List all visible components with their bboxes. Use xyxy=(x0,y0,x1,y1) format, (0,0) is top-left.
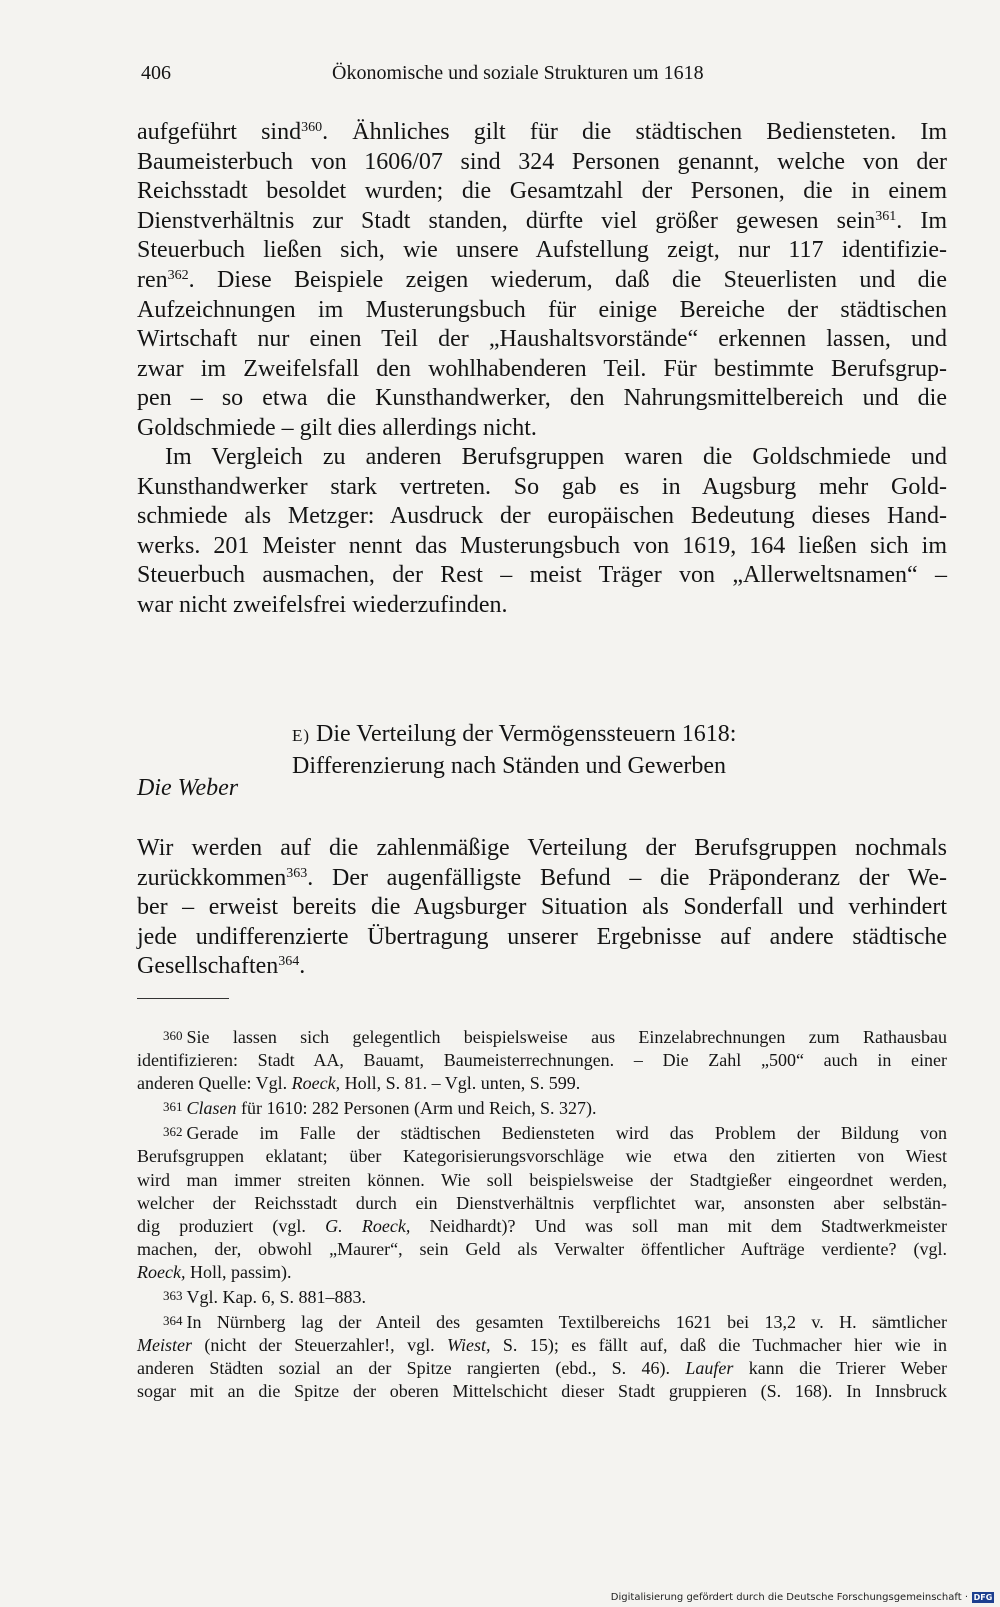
text-segment: Baumeisterbuch von 1606/07 sind 324 Personen genannt, welche von der xyxy=(137,148,947,175)
text-segment: . Der augenfälligste Befund – die Präponderanz der We- xyxy=(307,864,947,891)
footnote-360-line-2: identifizieren: Stadt AA, Bauamt, Baumeisterrechnungen. – Die Zahl „500“ auch in einer xyxy=(137,1050,947,1071)
digitization-footer xyxy=(611,1592,994,1603)
footnotes xyxy=(137,1024,947,1404)
text-segment: Im Vergleich zu anderen Berufsgruppen waren die Goldschmiede und xyxy=(165,444,947,470)
footnote-number: 362 xyxy=(163,1124,183,1140)
footnote-360-line-1 xyxy=(137,1024,947,1049)
text-line xyxy=(137,207,947,237)
text-segment: Goldschmiede – gilt dies allerdings nicht. xyxy=(137,414,537,441)
text-line xyxy=(137,591,947,621)
text-segment: Gesellschaften xyxy=(137,953,279,980)
footnote-divider xyxy=(137,998,229,999)
footnote-364-line-4: sogar mit an die Spitze der oberen Mittelschicht dieser Stadt gruppieren (S. 168). In Innsbruck xyxy=(137,1381,947,1402)
text-segment: Reichsstadt besoldet wurden; die Gesamtzahl der Personen, die in einem xyxy=(137,178,947,205)
footnote-text: anderen Quelle: Vgl. xyxy=(137,1073,292,1094)
footnote-author: Roeck, xyxy=(291,1073,341,1094)
text-segment: Wir werden auf die zahlenmäßige Verteilung der Berufsgruppen nochmals xyxy=(137,835,947,861)
paragraph-1 xyxy=(137,118,947,444)
footnote-text: für 1610: 282 Personen (Arm und Reich, S. 327). xyxy=(236,1098,597,1119)
footnote-text: Sie lassen sich gelegentlich beispielsweise aus Einzelabrechnungen zum Rathausbau xyxy=(186,1027,947,1047)
footnote-364-line-3 xyxy=(137,1357,947,1380)
footnote-author: Clasen xyxy=(186,1098,237,1119)
footnote-text: Gerade im Falle der städtischen Bediensteten wird das Problem der Bildung von xyxy=(186,1123,947,1144)
footnote-number: 361 xyxy=(163,1099,183,1115)
text-segment: war nicht zweifelsfrei wiederzufinden. xyxy=(137,591,508,618)
footnote-362-line-6: machen, der, obwohl „Maurer“, sein Geld als Verwalter öffentlicher Aufträge verdiente? (vgl. xyxy=(137,1238,947,1259)
footnote-362-line-1 xyxy=(137,1120,947,1145)
footnote-author: Roeck, xyxy=(137,1261,186,1282)
footnote-text: dig produziert (vgl. xyxy=(137,1215,326,1236)
footnote-364-line-2 xyxy=(137,1334,947,1357)
footer-text: Digitalisierung gefördert durch die Deutsche Forschungsgemeinschaft · xyxy=(610,1592,968,1603)
text-segment: jede undifferenzierte Übertragung unserer Ergebnisse auf andere städtische xyxy=(137,923,947,950)
text-line xyxy=(137,864,947,894)
text-segment: . Diese Beispiele zeigen wiederum, daß die Steuerlisten und die xyxy=(188,266,947,293)
text-line xyxy=(137,118,947,148)
footnote-reference: 361 xyxy=(875,208,897,224)
footnote-reference: 363 xyxy=(286,865,308,881)
text-segment: Dienstverhältnis zur Stadt standen, dürfte viel größer gewesen sein xyxy=(137,207,876,234)
text-line xyxy=(137,952,947,982)
text-line xyxy=(137,561,947,591)
footnote-text: anderen Städten sozial an der Spitze rangierten (ebd., S. 46). xyxy=(137,1358,686,1379)
footnote-number: 360 xyxy=(163,1028,183,1043)
footnote-author: G. Roeck, xyxy=(325,1215,411,1236)
section-label: E) xyxy=(292,726,311,745)
text-segment: zwar im Zweifelsfall den wohlhabenderen Teil. Für bestimmte Berufsgrup- xyxy=(137,355,947,382)
dfg-logo: DFG xyxy=(973,1593,993,1602)
footnote-360-line-3 xyxy=(137,1072,947,1095)
text-segment: Wirtschaft nur einen Teil der „Haushaltsvorstände“ erkennen lassen, und xyxy=(137,326,947,353)
text-segment: Steuerbuch ausmachen, der Rest – meist Träger von „Allerweltsnamen“ – xyxy=(137,562,947,589)
footnote-364-line-1 xyxy=(137,1309,947,1334)
text-line xyxy=(137,443,947,473)
text-segment: . Ähnliches gilt für die städtischen Bediensteten. Im xyxy=(322,119,947,145)
text-segment: zurückkommen xyxy=(137,864,287,891)
footnote-362-line-2: Berufsgruppen eklatant; über Kategorisierungsvorschläge wie etwa den zitierten von Wiest xyxy=(137,1146,947,1167)
footnote-text: S. 15); es fällt auf, daß die Tuchmacher hier wie in xyxy=(490,1335,947,1356)
footnote-reference: 360 xyxy=(301,120,323,135)
text-segment: schmiede als Metzger: Ausdruck der europäischen Bedeutung dieses Hand- xyxy=(137,503,947,530)
footnote-text: Vgl. Kap. 6, S. 881–883. xyxy=(186,1287,366,1308)
subheading: Die Weber xyxy=(137,775,239,801)
footnote-text: Holl, passim). xyxy=(185,1261,292,1282)
footnote-text: kann die Trierer Weber xyxy=(733,1358,947,1379)
section-title-line-2: Differenzierung nach Ständen und Gewerben xyxy=(292,753,727,779)
text-line xyxy=(137,502,947,532)
text-line xyxy=(137,296,947,326)
text-line xyxy=(137,923,947,953)
text-line xyxy=(137,893,947,923)
section-title: Die Verteilung der Vermögenssteuern 1618: xyxy=(316,721,737,747)
footnote-author: Wiest, xyxy=(446,1335,491,1356)
text-segment: ber – erweist bereits die Augsburger Situation als Sonderfall und verhindert xyxy=(137,894,947,921)
text-segment: Kunsthandwerker stark vertreten. So gab es in Augsburg mehr Gold- xyxy=(137,473,947,500)
text-segment: ren xyxy=(137,266,168,293)
footnote-reference: 364 xyxy=(278,954,300,970)
footnote-text: Holl, S. 81. – Vgl. unten, S. 599. xyxy=(340,1073,581,1094)
footnote-361 xyxy=(137,1095,947,1120)
text-segment: aufgeführt sind xyxy=(137,119,302,145)
text-line xyxy=(137,177,947,207)
footnote-number: 364 xyxy=(163,1313,183,1329)
text-line xyxy=(137,148,947,178)
text-line xyxy=(137,236,947,266)
text-line xyxy=(137,532,947,562)
section-heading xyxy=(292,719,736,781)
page-number: 406 xyxy=(141,62,171,84)
text-segment: Steuerbuch ließen sich, wie unsere Aufstellung zeigt, nur 117 identifizie- xyxy=(137,237,947,264)
text-segment: werks. 201 Meister nennt das Musterungsbuch von 1619, 164 ließen sich im xyxy=(137,532,947,559)
footnote-362-line-7 xyxy=(137,1261,947,1284)
paragraph-3 xyxy=(137,834,947,982)
text-line xyxy=(137,834,947,864)
text-line xyxy=(137,325,947,355)
footnote-362-line-3: wird man immer streiten können. Wie soll beispielsweise der Stadtgießer eingeordnet werden, xyxy=(137,1169,947,1190)
footnote-text: Neidhardt)? Und was soll man mit dem Stadtwerkmeister xyxy=(410,1215,948,1236)
text-segment: Aufzeichnungen im Musterungsbuch für einige Bereiche der städtischen xyxy=(137,296,947,323)
footnote-emphasis: Meister xyxy=(137,1335,192,1356)
footnote-362-line-5 xyxy=(137,1215,947,1238)
footnote-text: In Nürnberg lag der Anteil des gesamten Textilbereichs 1621 bei 13,2 v. H. sämtlicher xyxy=(186,1312,947,1333)
text-line xyxy=(137,414,947,444)
footnote-362-line-4: welcher der Reichsstadt durch ein Dienstverhältnis verpflichtet war, ansonsten aber selbstän- xyxy=(137,1192,947,1213)
footnote-author: Laufer xyxy=(685,1358,734,1379)
paragraph-2 xyxy=(137,443,947,621)
footnote-text: (nicht der Steuerzahler!, vgl. xyxy=(191,1335,447,1356)
footnote-363 xyxy=(137,1284,947,1309)
footnote-number: 363 xyxy=(163,1288,183,1304)
text-segment: pen – so etwa die Kunsthandwerker, den Nahrungsmittelbereich und die xyxy=(137,385,947,412)
text-segment: . xyxy=(299,953,306,980)
footnote-reference: 362 xyxy=(167,267,189,283)
text-line xyxy=(137,266,947,296)
text-line xyxy=(137,473,947,503)
section-title-line-1 xyxy=(292,719,736,751)
text-line xyxy=(137,355,947,385)
running-head: Ökonomische und soziale Strukturen um 1618 xyxy=(332,62,704,84)
text-line xyxy=(137,384,947,414)
text-segment: . Im xyxy=(896,207,947,234)
page-header xyxy=(137,62,947,92)
